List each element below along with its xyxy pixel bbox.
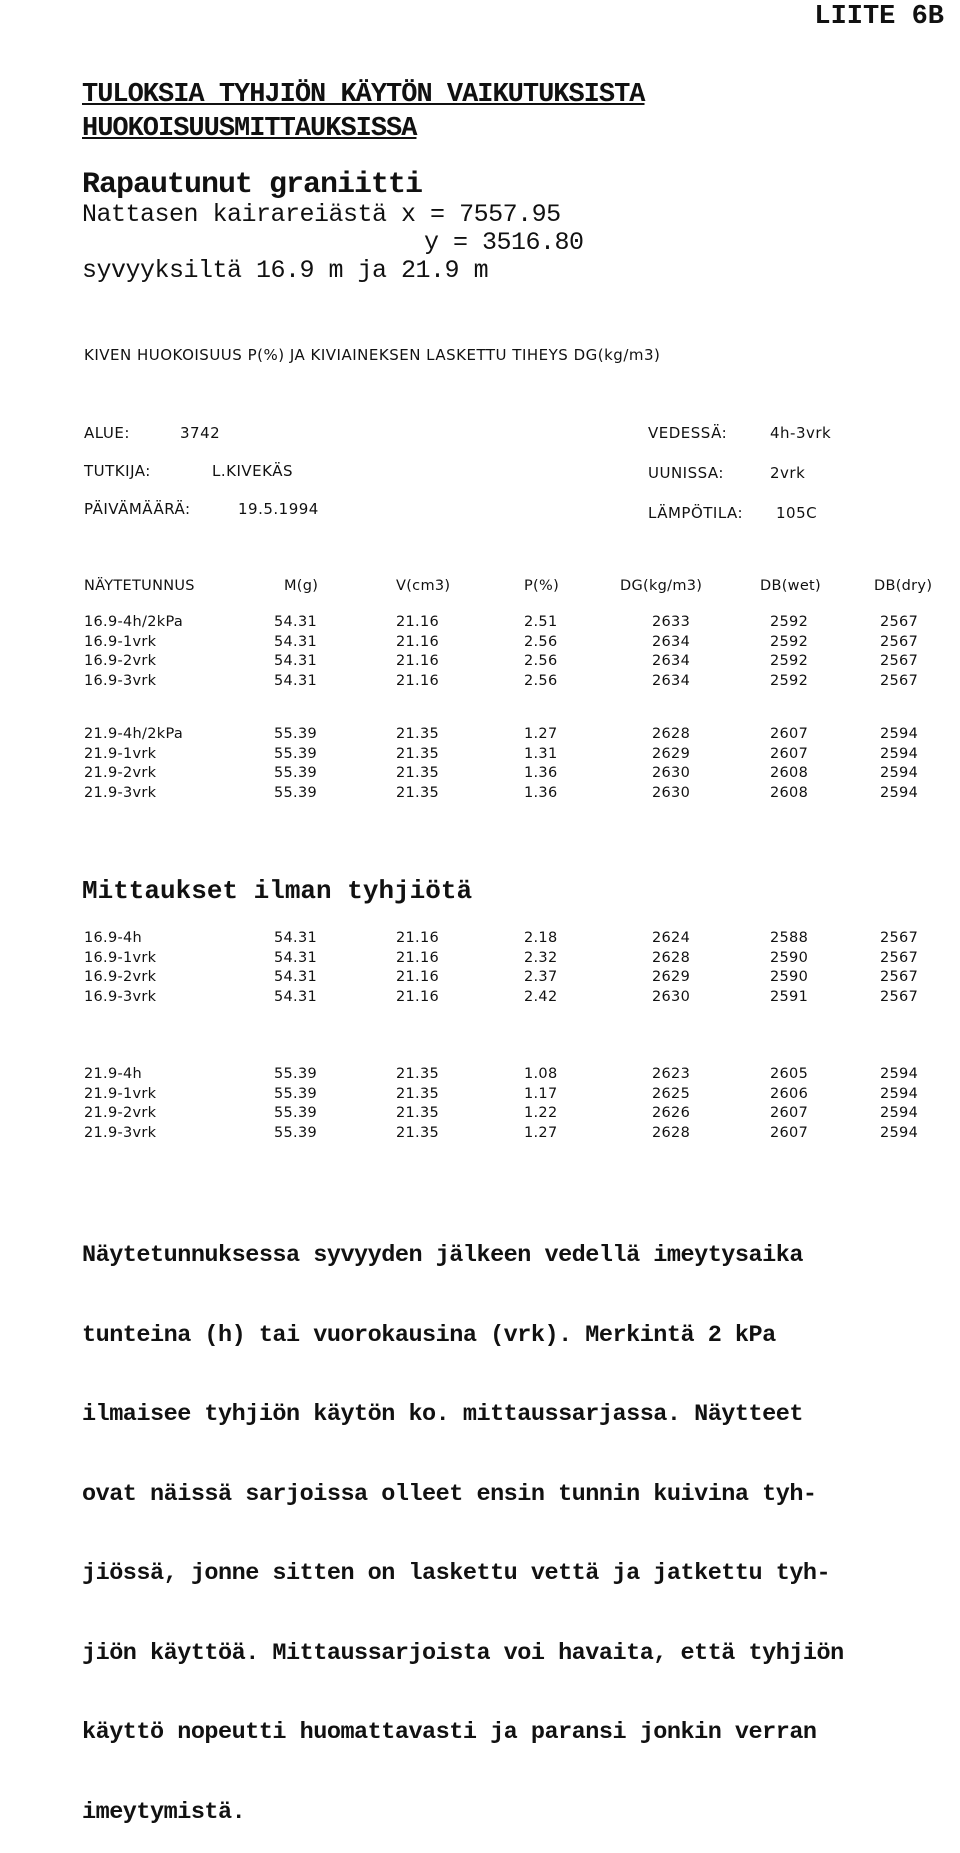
alue-label: ALUE:	[84, 424, 130, 442]
row-mass: 54.31	[274, 633, 318, 650]
paivamaara-value: 19.5.1994	[238, 500, 319, 518]
row-porosity: 1.36	[524, 784, 558, 801]
row-mass: 55.39	[274, 1105, 318, 1121]
row-db-dry: 2567	[880, 969, 919, 985]
row-db-wet: 2592	[770, 614, 809, 630]
row-db-dry: 2594	[880, 726, 919, 742]
col-header-mass: M(g)	[284, 578, 319, 594]
row-db-wet: 2608	[770, 765, 809, 781]
col-header-volume: V(cm3)	[396, 578, 451, 594]
row-db-dry: 2594	[880, 765, 919, 781]
row-porosity: 1.27	[524, 1124, 558, 1141]
row-volume: 21.35	[396, 1105, 440, 1121]
row-sample-id: 21.9-4h/2kPa	[84, 726, 184, 742]
vedessa-label: VEDESSÄ:	[648, 424, 728, 442]
row-volume: 21.16	[396, 949, 440, 966]
row-mass: 55.39	[274, 784, 318, 801]
row-porosity: 2.51	[524, 614, 558, 630]
row-volume: 21.35	[396, 784, 440, 801]
note-line: tunteina (h) tai vuorokausina (vrk). Merkintä 2 kPa	[82, 1321, 776, 1349]
appendix-label: LIITE 6B	[814, 2, 944, 32]
row-db-dry: 2594	[880, 1066, 919, 1082]
row-db-wet: 2588	[770, 930, 809, 946]
col-header-db-dry: DB(dry)	[874, 578, 933, 594]
row-dg: 2628	[652, 726, 691, 742]
row-db-wet: 2592	[770, 653, 809, 669]
note-line: ovat näissä sarjoissa olleet ensin tunnin kuivina tyh-	[82, 1480, 817, 1508]
row-porosity: 2.56	[524, 672, 558, 689]
note-line: imeytymistä.	[82, 1798, 246, 1826]
row-sample-id: 16.9-3vrk	[84, 988, 157, 1005]
row-porosity: 1.36	[524, 765, 558, 781]
row-dg: 2630	[652, 765, 691, 781]
row-porosity: 2.56	[524, 653, 558, 669]
row-mass: 54.31	[274, 969, 318, 985]
alue-value: 3742	[180, 424, 221, 442]
row-db-dry: 2567	[880, 653, 919, 669]
row-db-dry: 2594	[880, 745, 919, 762]
row-sample-id: 21.9-2vrk	[84, 1105, 157, 1121]
row-db-wet: 2606	[770, 1085, 809, 1102]
row-db-dry: 2594	[880, 1085, 919, 1102]
row-dg: 2634	[652, 672, 691, 689]
row-db-dry: 2567	[880, 988, 919, 1005]
vedessa-value: 4h-3vrk	[770, 424, 832, 442]
row-volume: 21.16	[396, 633, 440, 650]
title-line-2: HUOKOISUUSMITTAUKSISSA	[82, 114, 417, 144]
note-line: jiössä, jonne sitten on laskettu vettä ja jatkettu tyh-	[82, 1560, 831, 1587]
report-heading: KIVEN HUOKOISUUS P(%) JA KIVIAINEKSEN LASKETTU TIHEYS DG(kg/m3)	[84, 346, 661, 364]
tutkija-label: TUTKIJA:	[84, 462, 151, 480]
row-volume: 21.16	[396, 653, 440, 669]
row-dg: 2625	[652, 1085, 691, 1102]
row-dg: 2623	[652, 1066, 691, 1082]
row-db-wet: 2607	[770, 1124, 809, 1141]
lampotila-label: LÄMPÖTILA:	[648, 504, 744, 522]
row-sample-id: 21.9-2vrk	[84, 765, 157, 781]
row-sample-id: 16.9-2vrk	[84, 969, 157, 985]
col-header-naytetunnus: NÄYTETUNNUS	[84, 578, 195, 594]
row-sample-id: 16.9-1vrk	[84, 949, 157, 966]
row-db-wet: 2605	[770, 1066, 809, 1082]
row-sample-id: 16.9-4h/2kPa	[84, 614, 184, 630]
row-db-dry: 2594	[880, 1124, 919, 1141]
note-line: jiön käyttöä. Mittaussarjoista voi havaita, että tyhjiön	[82, 1639, 844, 1667]
row-volume: 21.35	[396, 745, 440, 762]
row-volume: 21.35	[396, 726, 440, 742]
row-dg: 2628	[652, 949, 691, 966]
row-db-wet: 2590	[770, 969, 809, 985]
row-mass: 55.39	[274, 726, 318, 742]
row-sample-id: 16.9-2vrk	[84, 653, 157, 669]
row-db-wet: 2608	[770, 784, 809, 801]
row-mass: 54.31	[274, 672, 318, 689]
row-porosity: 1.27	[524, 726, 558, 742]
row-dg: 2624	[652, 930, 691, 946]
row-db-wet: 2607	[770, 1105, 809, 1121]
row-mass: 54.31	[274, 988, 318, 1005]
row-porosity: 2.56	[524, 633, 558, 650]
row-volume: 21.35	[396, 765, 440, 781]
row-mass: 55.39	[274, 1124, 318, 1141]
row-mass: 54.31	[274, 614, 318, 630]
row-dg: 2630	[652, 784, 691, 801]
row-dg: 2634	[652, 633, 691, 650]
row-volume: 21.35	[396, 1085, 440, 1102]
row-mass: 54.31	[274, 653, 318, 669]
row-db-wet: 2607	[770, 726, 809, 742]
row-sample-id: 21.9-3vrk	[84, 784, 157, 801]
row-dg: 2633	[652, 614, 691, 630]
row-volume: 21.16	[396, 930, 440, 946]
row-dg: 2634	[652, 653, 691, 669]
row-db-dry: 2567	[880, 949, 919, 966]
material-heading: Rapautunut graniitti	[82, 168, 423, 202]
row-mass: 54.31	[274, 930, 318, 946]
row-sample-id: 21.9-1vrk	[84, 1085, 157, 1102]
tutkija-value: L.KIVEKÄS	[212, 462, 293, 480]
uunissa-value: 2vrk	[770, 464, 806, 482]
row-dg: 2626	[652, 1105, 691, 1121]
paivamaara-label: PÄIVÄMÄÄRÄ:	[84, 500, 191, 518]
row-volume: 21.35	[396, 1124, 440, 1141]
row-db-dry: 2567	[880, 930, 919, 946]
section-heading-no-vacuum: Mittaukset ilman tyhjiötä	[82, 876, 473, 906]
row-dg: 2628	[652, 1124, 691, 1141]
note-line: ilmaisee tyhjiön käytön ko. mittaussarjassa. Näytteet	[82, 1401, 803, 1428]
row-porosity: 2.42	[524, 988, 558, 1005]
location-line-3: syvyyksiltä 16.9 m ja 21.9 m	[82, 256, 489, 285]
location-line-1: Nattasen kairareiästä x = 7557.95	[82, 200, 561, 229]
row-sample-id: 21.9-4h	[84, 1066, 143, 1082]
row-volume: 21.35	[396, 1066, 440, 1082]
row-sample-id: 16.9-4h	[84, 930, 143, 946]
row-dg: 2629	[652, 745, 691, 762]
row-porosity: 1.17	[524, 1085, 558, 1102]
note-line: Näytetunnuksessa syvyyden jälkeen vedellä imeytysaika	[82, 1242, 803, 1269]
row-porosity: 1.22	[524, 1105, 558, 1121]
row-volume: 21.16	[396, 672, 440, 689]
row-mass: 55.39	[274, 765, 318, 781]
col-header-dg: DG(kg/m3)	[620, 578, 703, 594]
note-line: käyttö nopeutti huomattavasti ja paransi jonkin verran	[82, 1719, 817, 1746]
row-porosity: 2.37	[524, 969, 558, 985]
row-mass: 55.39	[274, 1066, 318, 1082]
row-db-wet: 2592	[770, 672, 809, 689]
row-mass: 55.39	[274, 745, 318, 762]
row-sample-id: 21.9-1vrk	[84, 745, 157, 762]
col-header-db-wet: DB(wet)	[760, 578, 821, 594]
row-volume: 21.16	[396, 969, 440, 985]
row-db-dry: 2567	[880, 672, 919, 689]
title-line-1: TULOKSIA TYHJIÖN KÄYTÖN VAIKUTUKSISTA	[82, 80, 645, 110]
row-sample-id: 16.9-1vrk	[84, 633, 157, 650]
row-sample-id: 21.9-3vrk	[84, 1124, 157, 1141]
row-sample-id: 16.9-3vrk	[84, 672, 157, 689]
note-paragraph	[82, 1190, 960, 1853]
row-dg: 2629	[652, 969, 691, 985]
row-db-dry: 2594	[880, 784, 919, 801]
row-mass: 55.39	[274, 1085, 318, 1102]
row-db-dry: 2567	[880, 614, 919, 630]
row-volume: 21.16	[396, 614, 440, 630]
location-line-2: y = 3516.80	[424, 228, 584, 257]
row-db-wet: 2590	[770, 949, 809, 966]
row-porosity: 2.18	[524, 930, 558, 946]
row-db-dry: 2594	[880, 1105, 919, 1121]
row-db-wet: 2591	[770, 988, 809, 1005]
row-db-dry: 2567	[880, 633, 919, 650]
row-mass: 54.31	[274, 949, 318, 966]
row-db-wet: 2607	[770, 745, 809, 762]
row-volume: 21.16	[396, 988, 440, 1005]
row-porosity: 1.08	[524, 1066, 558, 1082]
lampotila-value: 105C	[776, 504, 818, 522]
row-dg: 2630	[652, 988, 691, 1005]
row-porosity: 1.31	[524, 745, 558, 762]
col-header-porosity: P(%)	[524, 578, 560, 594]
row-db-wet: 2592	[770, 633, 809, 650]
uunissa-label: UUNISSA:	[648, 464, 724, 482]
row-porosity: 2.32	[524, 949, 558, 966]
